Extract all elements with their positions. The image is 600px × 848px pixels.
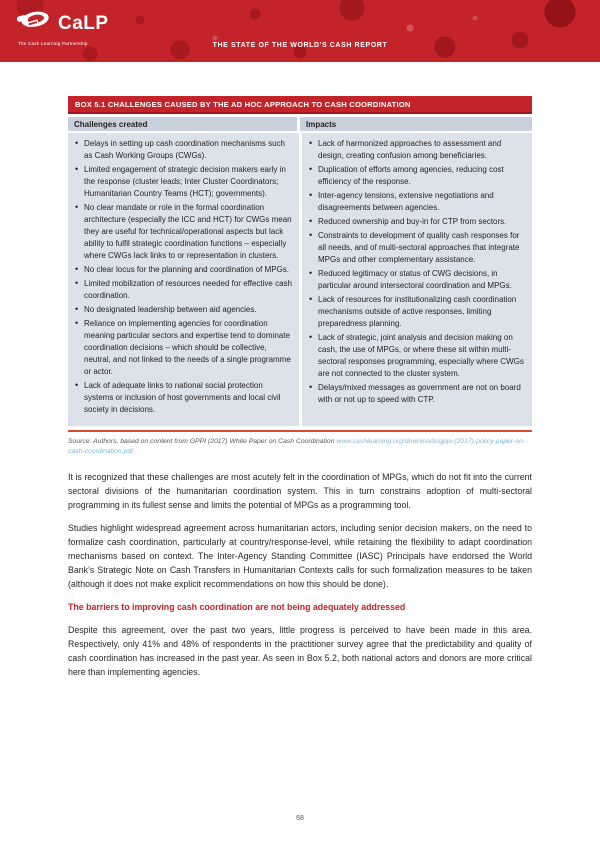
body-paragraph-2: Studies highlight widespread agreement across humanitarian actors, including senior decision makers, on the need to formalize cash coordination, particularly at country/response-level, while retaining the flexibility to adapt coordination mechanisms based on context. The Inter-Agency Standing Committee (IASC) Principals have endorsed the World Bank’s Strategic Note on Cash Transfers in Humanitarian Contexts calls for such formalization measures to be taken (although it does not make explicit recommendations on how this should be done). [68,523,532,590]
report-header-banner [0,0,600,62]
box-5-1 [68,96,532,457]
calp-logo-wordmark: CaLP [58,13,109,34]
challenge-item: • No clear locus for the planning and coordination of MPGs. [75,264,292,276]
challenge-item: • Limited mobilization of resources needed for effective cash coordination. [75,278,292,302]
calp-logo-tagline: The Cash Learning Partnership [18,41,88,46]
challenges-cell [68,133,299,426]
impact-item: • Lack of harmonized approaches to assessment and design, creating confusion among beneficiaries. [309,138,525,162]
source-text: Source: Authors, based on content from GPPI (2017) White Paper on Cash Coordination [68,438,337,445]
impacts-list [309,138,525,406]
challenge-item: • No designated leadership between aid agencies. [75,304,292,316]
challenge-item: • Reliance on implementing agencies for coordination meaning particular sectors and expertise tend to dominate coordination decisions – which should be collective, neutral, and not linked to the needs of a single programme or actor. [75,318,292,378]
challenges-impacts-table [68,117,532,426]
impact-item: • Constraints to development of quality cash responses for all needs, and of multi-sectoral approaches that integrate MPGs and other complementary assistance. [309,230,525,266]
challenge-item: • Limited engagement of strategic decision makers early in the response (cluster leads; Inter Cluster Coordinators; Humanitarian Country Teams (HCT); governments). [75,164,292,200]
page-number: 68 [296,815,304,822]
source-link[interactable]: www.cashlearning.org/downloads/gppi-(2017)-policy-paper-on-cash-coordination.pdf [68,438,526,456]
report-title: THE STATE OF THE WORLD'S CASH REPORT [212,42,388,49]
impacts-cell [302,133,532,426]
impact-item: • Lack of resources for institutionalizing cash coordination mechanisms outside of active responses, limiting preparedness planning. [309,294,525,330]
calp-hand-icon [16,8,54,39]
page-content [68,62,532,688]
box-title: BOX 5.1 CHALLENGES CAUSED BY THE AD HOC APPROACH TO CASH COORDINATION [68,96,532,114]
impact-item: • Inter-agency tensions, extensive negotiations and disagreements between agencies. [309,190,525,214]
impact-item: • Reduced legitimacy or status of CWG decisions, in particular around intersectoral coordination and MPGs. [309,268,525,292]
body-paragraph-1: It is recognized that these challenges are most acutely felt in the coordination of MPGs, which do not fit into the current sectoral divisions of the humanitarian coordination system. This in turn constrains adoption of multi-sectoral programming in its fullest sense and limits the potential of MPGs as a programming tool. [68,472,532,511]
challenge-item: • No clear mandate or role in the formal coordination architecture (especially the ICC and HCT) for CWGs mean they are useful for technical/operational aspects but lack ability to fulfil strategic coordination functions – especially where CWGs lack links to or representation in clusters. [75,202,292,262]
impact-item: • Reduced ownership and buy-in for CTP from sectors. [309,216,525,228]
table-header-row [68,117,532,131]
box-bottom-rule [68,430,532,432]
challenge-item: • Delays in setting up cash coordination mechanisms such as Cash Working Groups (CWGs). [75,138,292,162]
body-paragraph-3: Despite this agreement, over the past two years, little progress is perceived to have been made in this area. Respectively, only 41% and 48% of respondents in the practitioner survey agree that the predictability and quality of cash coordination has increased in the past year. As seen in Box 5.2, both national actors and donors are more critical here than implementing agencies. [68,624,532,677]
impact-item: • Delays/mixed messages as government are not on board with or not up to speed with CTP. [309,382,525,406]
column-header-challenges: Challenges created [68,117,297,131]
calp-logo [16,8,126,46]
table-body-row [68,133,532,426]
challenges-list [75,138,292,416]
source-note [68,437,532,457]
challenge-item: • Lack of adequate links to national social protection systems or inclusion of host governments and local civil society in decisions. [75,380,292,416]
impact-item: • Lack of strategic, joint analysis and decision making on cash, the use of MPGs, or where these sit within multi-sectoral responses programming, especially where CWGs are not connected to the cluster system. [309,332,525,380]
column-header-impacts: Impacts [300,117,532,131]
impact-item: • Duplication of efforts among agencies, reducing cost efficiency of the response. [309,164,525,188]
section-subheading: The barriers to improving cash coordination are not being adequately addressed [68,602,406,613]
